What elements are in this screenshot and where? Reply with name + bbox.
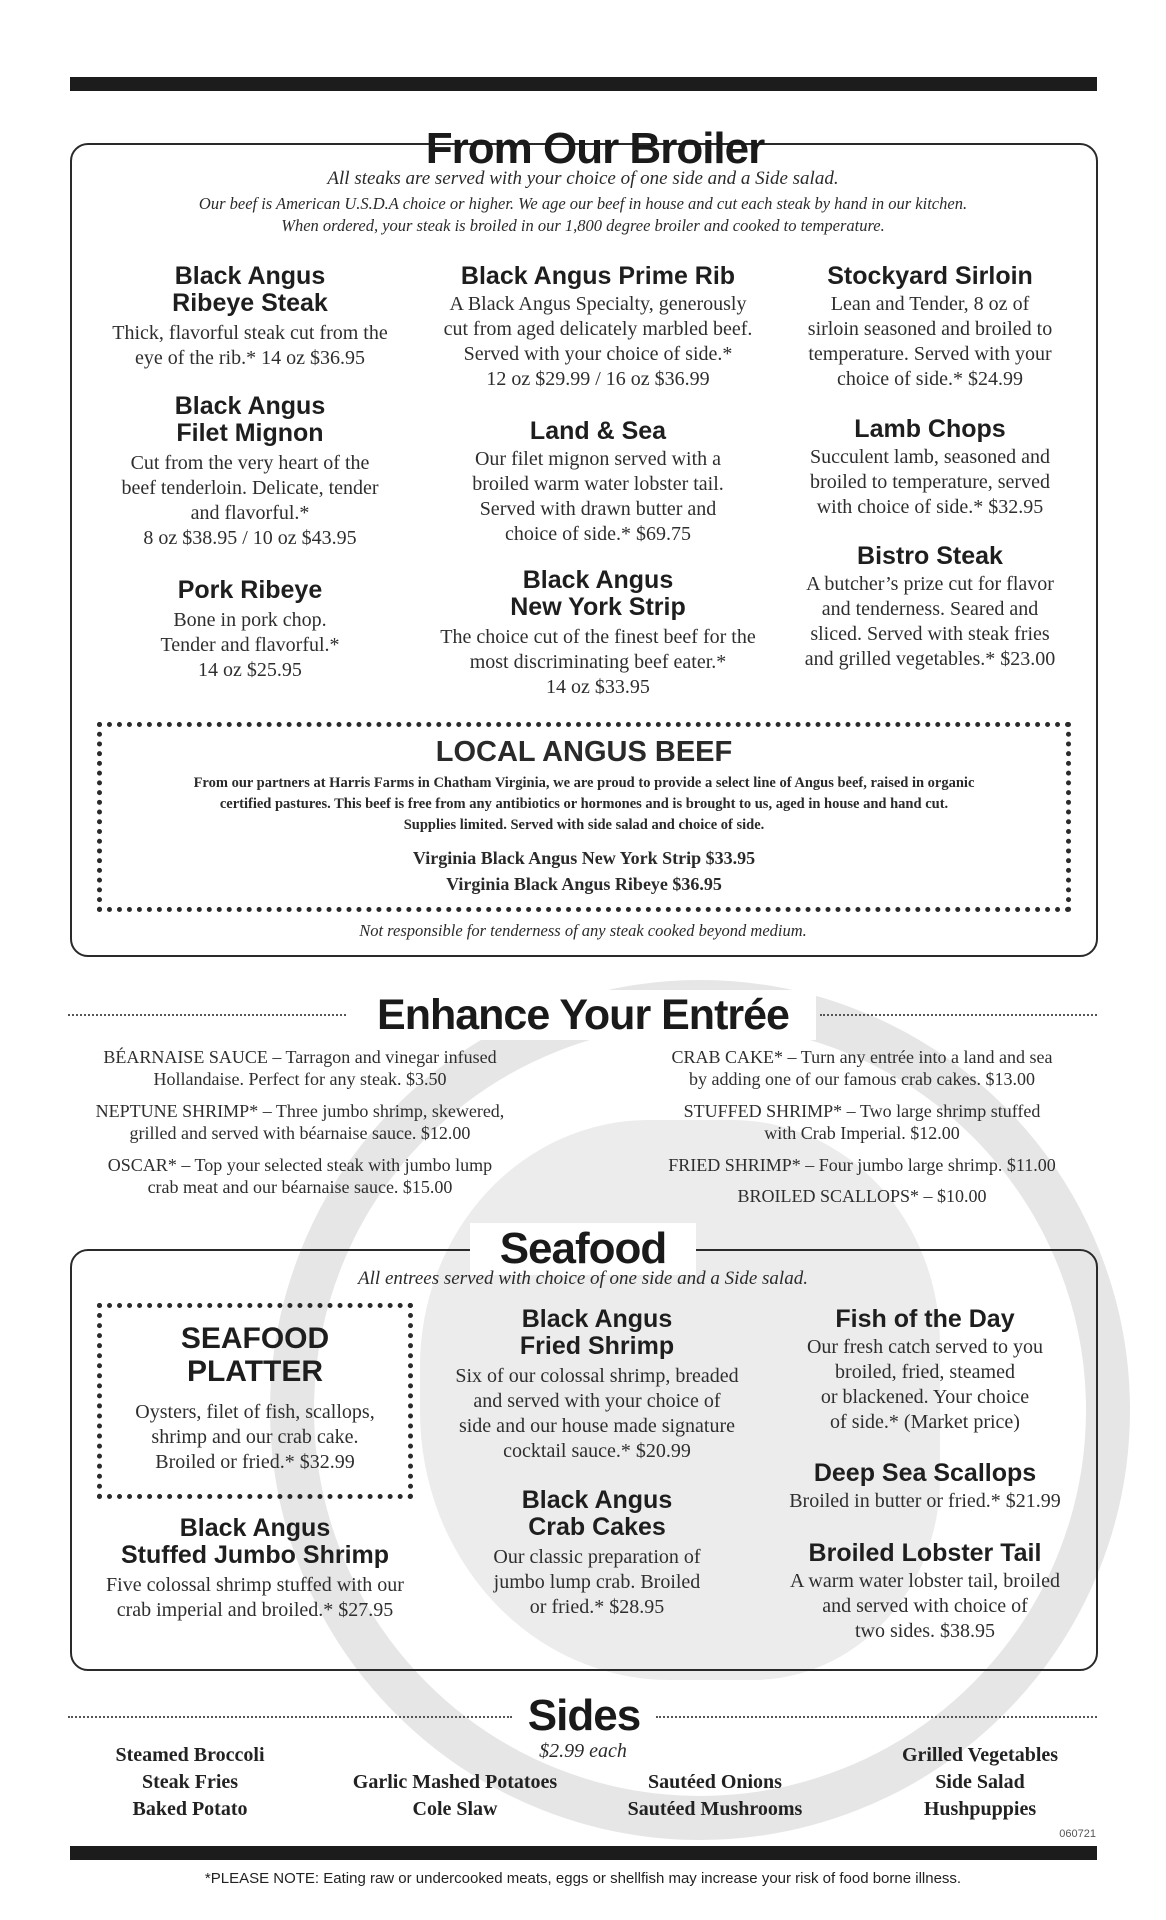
broiler-intro-beef: Our beef is American U.S.D.A choice or higher. We age our beef in house and cut each steak by hand in our kitchen. — [198, 194, 968, 213]
enhance-title: Enhance Your Entrée — [350, 990, 816, 1040]
side-item: Steak Fries — [141, 1771, 239, 1793]
item-name: Black Angus — [179, 1514, 331, 1542]
sides-column-2 — [320, 1769, 590, 1823]
menu-item-crab-cakes — [430, 1487, 764, 1620]
menu-item-land-and-sea — [420, 418, 776, 547]
item-name: Pork Ribeye — [177, 576, 323, 604]
item-name: Black Angus — [174, 392, 326, 420]
item-desc: A warm water lobster tail, broiled — [790, 1570, 1060, 1592]
item-desc: sirloin seasoned and broiled to — [807, 318, 1053, 340]
menu-item-bistro-steak — [780, 543, 1080, 672]
item-desc: Succulent lamb, seasoned and — [810, 446, 1050, 468]
enhance-right-column — [632, 1046, 1092, 1207]
divider-left — [68, 1014, 346, 1016]
item-name: Crab Cakes — [528, 1513, 666, 1541]
sides-divider-right — [656, 1716, 1097, 1718]
item-desc: Served with your choice of side.* — [463, 343, 733, 365]
item-name: Lamb Chops — [854, 415, 1006, 443]
enhance-oscar: OSCAR* – Top your selected steak with jumbo lump crab meat and our béarnaise sauce. $15.00 — [107, 1155, 493, 1197]
item-desc: Bone in pork chop. — [173, 609, 327, 631]
side-item: Hushpuppies — [923, 1798, 1037, 1820]
item-desc: broiled, fried, steamed — [835, 1361, 1015, 1383]
divider-right — [820, 1014, 1097, 1016]
menu-item-seafood-platter — [97, 1322, 413, 1475]
sides-column-4 — [860, 1742, 1100, 1823]
item-desc: Oysters, filet of fish, scallops, — [135, 1401, 375, 1423]
side-item: Sautéed Mushrooms — [627, 1798, 803, 1820]
menu-item-stuffed-jumbo-shrimp — [80, 1515, 430, 1623]
local-angus-text-2: certified pastures. This beef is free from any antibiotics or hormones and is brought to us, aged in house and hand cut. — [219, 796, 949, 812]
item-desc: and flavorful.* — [190, 502, 310, 524]
steak-disclaimer: Not responsible for tenderness of any steak cooked beyond medium. — [359, 921, 807, 940]
item-desc-price: with choice of side.* $32.95 — [816, 496, 1044, 518]
enhance-stuffed-shrimp: STUFFED SHRIMP* – Two large shrimp stuffed with Crab Imperial. $12.00 — [683, 1101, 1041, 1143]
item-name: Broiled Lobster Tail — [808, 1539, 1042, 1567]
menu-item-broiled-lobster-tail — [770, 1540, 1080, 1644]
item-desc-price: cocktail sauce.* $20.99 — [503, 1440, 691, 1462]
item-desc: A Black Angus Specialty, generously — [449, 293, 747, 315]
item-desc: Lean and Tender, 8 oz of — [830, 293, 1030, 315]
enhance-left-column — [70, 1046, 530, 1198]
item-desc: beef tenderloin. Delicate, tender — [121, 477, 379, 499]
menu-item-fried-shrimp — [430, 1306, 764, 1464]
menu-item-filet-mignon — [90, 393, 410, 551]
item-desc-price: choice of side.* $24.99 — [836, 368, 1024, 390]
item-name: New York Strip — [510, 593, 686, 621]
item-name: Fried Shrimp — [519, 1332, 675, 1360]
item-name: Ribeye Steak — [172, 289, 328, 317]
item-name: Black Angus — [174, 262, 326, 290]
item-desc: and served with your choice of — [473, 1390, 721, 1412]
item-desc: The choice cut of the finest beef for the — [440, 626, 756, 648]
item-desc: most discriminating beef eater.* — [469, 651, 727, 673]
item-desc: Our fresh catch served to you — [806, 1336, 1044, 1358]
item-desc: or blackened. Your choice — [820, 1386, 1030, 1408]
item-name: Black Angus Prime Rib — [460, 262, 736, 290]
menu-code: 060721 — [1059, 1828, 1096, 1840]
item-desc-price: Broiled or fried.* $32.99 — [155, 1451, 355, 1473]
bottom-rule — [70, 1846, 1097, 1860]
item-name: Deep Sea Scallops — [813, 1459, 1037, 1487]
item-desc-price: of side.* (Market price) — [830, 1411, 1020, 1433]
item-desc: Thick, flavorful steak cut from the — [112, 322, 388, 344]
item-desc: and served with choice of — [822, 1595, 1028, 1617]
enhance-broiled-scallops: BROILED SCALLOPS* – $10.00 — [737, 1186, 987, 1206]
sides-column-3 — [580, 1769, 850, 1823]
item-desc: cut from aged delicately marbled beef. — [443, 318, 753, 340]
item-desc: Tender and flavorful.* — [160, 634, 340, 656]
sides-divider-left — [68, 1716, 512, 1718]
sides-title: Sides — [513, 1690, 655, 1742]
item-desc: shrimp and our crab cake. — [151, 1426, 359, 1448]
item-desc: A butcher’s prize cut for flavor — [806, 573, 1054, 595]
item-desc: temperature. Served with your — [808, 343, 1052, 365]
item-desc: Served with drawn butter and — [479, 498, 717, 520]
item-name: Black Angus — [521, 1305, 673, 1333]
menu-item-ribeye — [90, 263, 410, 371]
menu-item-new-york-strip — [420, 567, 776, 700]
item-desc: sliced. Served with steak fries — [810, 623, 1050, 645]
item-name: Land & Sea — [529, 417, 667, 445]
broiler-intro-broil: When ordered, your steak is broiled in our 1,800 degree broiler and cooked to temperature. — [281, 216, 885, 235]
sides-column-1 — [80, 1742, 300, 1823]
sides-price: $2.99 each — [539, 1740, 627, 1762]
item-desc: and tenderness. Seared and — [821, 598, 1039, 620]
enhance-bearnaise: BÉARNAISE SAUCE – Tarragon and vinegar infused Hollandaise. Perfect for any steak. $3.50 — [103, 1047, 497, 1089]
seafood-title: Seafood — [470, 1223, 696, 1275]
item-desc-price: choice of side.* $69.75 — [504, 523, 692, 545]
item-name: Fish of the Day — [835, 1305, 1015, 1333]
menu-item-stockyard-sirloin — [780, 263, 1080, 392]
item-name: Stuffed Jumbo Shrimp — [120, 1541, 390, 1569]
menu-item-pork-ribeye — [90, 577, 410, 683]
item-desc-price: eye of the rib.* 14 oz $36.95 — [135, 347, 365, 369]
local-angus-title: LOCAL ANGUS BEEF — [435, 736, 733, 768]
item-desc-price: 8 oz $38.95 / 10 oz $43.95 — [143, 527, 357, 549]
item-desc: Our classic preparation of — [493, 1546, 701, 1568]
item-desc: jumbo lump crab. Broiled — [493, 1571, 701, 1593]
enhance-fried-shrimp: FRIED SHRIMP* – Four jumbo large shrimp. $11.00 — [668, 1155, 1056, 1175]
food-safety-note: *PLEASE NOTE: Eating raw or undercooked meats, eggs or shellfish may increase your risk of food borne illness. — [204, 1870, 962, 1887]
item-desc-price: crab imperial and broiled.* $27.95 — [116, 1599, 394, 1621]
item-name: Filet Mignon — [176, 419, 324, 447]
local-angus-text-3: Supplies limited. Served with side salad and choice of side. — [403, 817, 765, 833]
item-desc-price: 12 oz $29.99 / 16 oz $36.99 — [486, 368, 710, 390]
item-desc-price: 14 oz $33.95 — [546, 676, 650, 698]
item-desc: Five colossal shrimp stuffed with our — [106, 1574, 404, 1596]
local-angus-item-strip: Virginia Black Angus New York Strip $33.95 — [412, 848, 756, 868]
side-item: Cole Slaw — [412, 1798, 498, 1820]
item-name: Black Angus — [521, 1486, 673, 1514]
side-item: Steamed Broccoli — [115, 1744, 265, 1766]
menu-item-fish-of-the-day — [770, 1306, 1080, 1435]
top-rule — [70, 77, 1097, 91]
item-desc: Our filet mignon served with a — [474, 448, 722, 470]
item-desc: broiled to temperature, served — [810, 471, 1050, 493]
broiler-intro-sides: All steaks are served with your choice of one side and a Side salad. — [327, 168, 839, 189]
item-name: Bistro Steak — [857, 542, 1003, 570]
item-desc: Cut from the very heart of the — [130, 452, 370, 474]
item-name: Black Angus — [522, 566, 674, 594]
side-item: Sautéed Onions — [648, 1771, 782, 1793]
side-item: Garlic Mashed Potatoes — [352, 1771, 558, 1793]
item-desc-price: and grilled vegetables.* $23.00 — [804, 648, 1056, 670]
item-name: Stockyard Sirloin — [827, 262, 1033, 290]
menu-item-prime-rib — [420, 263, 776, 392]
item-desc-price: or fried.* $28.95 — [529, 1596, 665, 1618]
enhance-neptune-shrimp: NEPTUNE SHRIMP* – Three jumbo shrimp, skewered, grilled and served with béarnaise sauce. $12.00 — [95, 1101, 505, 1143]
item-desc-price: 14 oz $25.95 — [198, 659, 302, 681]
item-desc-price: two sides. $38.95 — [855, 1620, 995, 1642]
item-desc: Six of our colossal shrimp, breaded — [455, 1365, 739, 1387]
local-angus-item-ribeye: Virginia Black Angus Ribeye $36.95 — [446, 874, 722, 894]
seafood-intro: All entrees served with choice of one side and a Side salad. — [358, 1268, 808, 1289]
item-desc: broiled warm water lobster tail. — [472, 473, 724, 495]
menu-item-lamb-chops — [780, 416, 1080, 520]
menu-item-deep-sea-scallops — [770, 1460, 1080, 1514]
broiler-title: From Our Broiler — [425, 124, 765, 173]
side-item: Grilled Vegetables — [901, 1744, 1059, 1766]
item-name: PLATTER — [186, 1355, 324, 1388]
enhance-crab-cake: CRAB CAKE* – Turn any entrée into a land and sea by adding one of our famous crab cakes. $13.00 — [671, 1047, 1053, 1089]
side-item: Baked Potato — [132, 1798, 248, 1820]
item-desc: side and our house made signature — [458, 1415, 736, 1437]
item-name: SEAFOOD — [180, 1322, 330, 1355]
item-desc-price: Broiled in butter or fried.* $21.99 — [789, 1490, 1061, 1512]
local-angus-text-1: From our partners at Harris Farms in Chatham Virginia, we are proud to provide a select line of Angus beef, raised in organic — [193, 775, 975, 791]
side-item: Side Salad — [935, 1771, 1025, 1793]
